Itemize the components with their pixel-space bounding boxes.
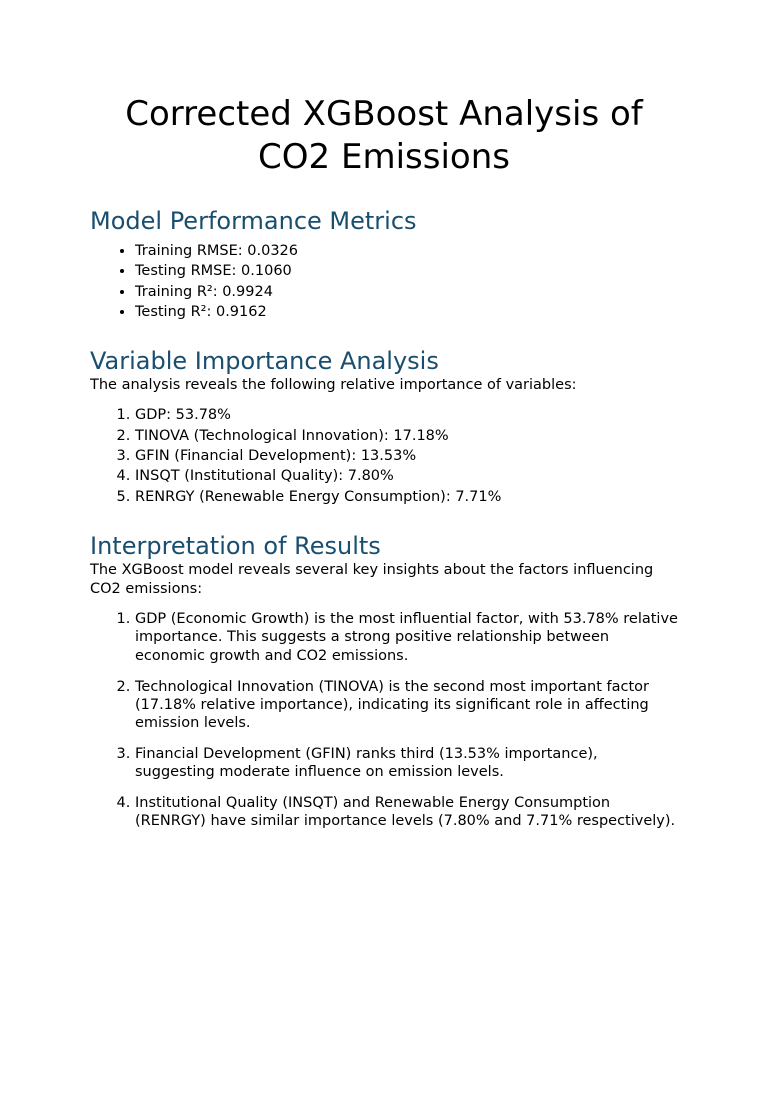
metric-item: • Testing RMSE: 0.1060 bbox=[135, 261, 678, 281]
importance-item: 2. TINOVA (Technological Innovation): 17.18% bbox=[135, 426, 678, 446]
section-heading-interpretation: Interpretation of Results bbox=[90, 532, 381, 561]
interpretation-intro: The XGBoost model reveals several key insights about the factors influencing CO2 emissions: bbox=[90, 562, 654, 597]
document-page bbox=[0, 93, 768, 1117]
metric-item: • Training RMSE: 0.0326 bbox=[135, 241, 678, 261]
insight-item: 3. Financial Development (GFIN) ranks third (13.53% importance), suggesting moderate influence on emission levels. bbox=[135, 745, 678, 782]
metric-item: • Testing R²: 0.9162 bbox=[135, 302, 678, 322]
metrics-list bbox=[90, 241, 678, 323]
document-title: Corrected XGBoost Analysis of CO2 Emissions bbox=[125, 94, 643, 177]
section-heading-importance: Variable Importance Analysis bbox=[90, 346, 439, 375]
importance-item: 1. GDP: 53.78% bbox=[135, 405, 678, 425]
importance-item: 3. GFIN (Financial Development): 13.53% bbox=[135, 446, 678, 466]
metric-item: • Training R²: 0.9924 bbox=[135, 282, 678, 302]
importance-item: 5. RENRGY (Renewable Energy Consumption): 7.71% bbox=[135, 487, 678, 507]
section-heading-metrics: Model Performance Metrics bbox=[90, 207, 417, 235]
insight-item: 2. Technological Innovation (TINOVA) is the second most important factor (17.18% relative importance), indicating its significant role in affecting emission levels. bbox=[135, 678, 678, 733]
importance-item: 4. INSQT (Institutional Quality): 7.80% bbox=[135, 466, 678, 486]
importance-intro: The analysis reveals the following relative importance of variables: bbox=[90, 376, 577, 393]
insights-list bbox=[90, 610, 678, 830]
insight-item: 4. Institutional Quality (INSQT) and Renewable Energy Consumption (RENRGY) have similar importance levels (7.80% and 7.71% respectively). bbox=[135, 794, 678, 831]
importance-list bbox=[90, 405, 678, 507]
insight-item: 1. GDP (Economic Growth) is the most influential factor, with 53.78% relative importance. This suggests a strong positive relationship between economic growth and CO2 emissions. bbox=[135, 610, 678, 665]
